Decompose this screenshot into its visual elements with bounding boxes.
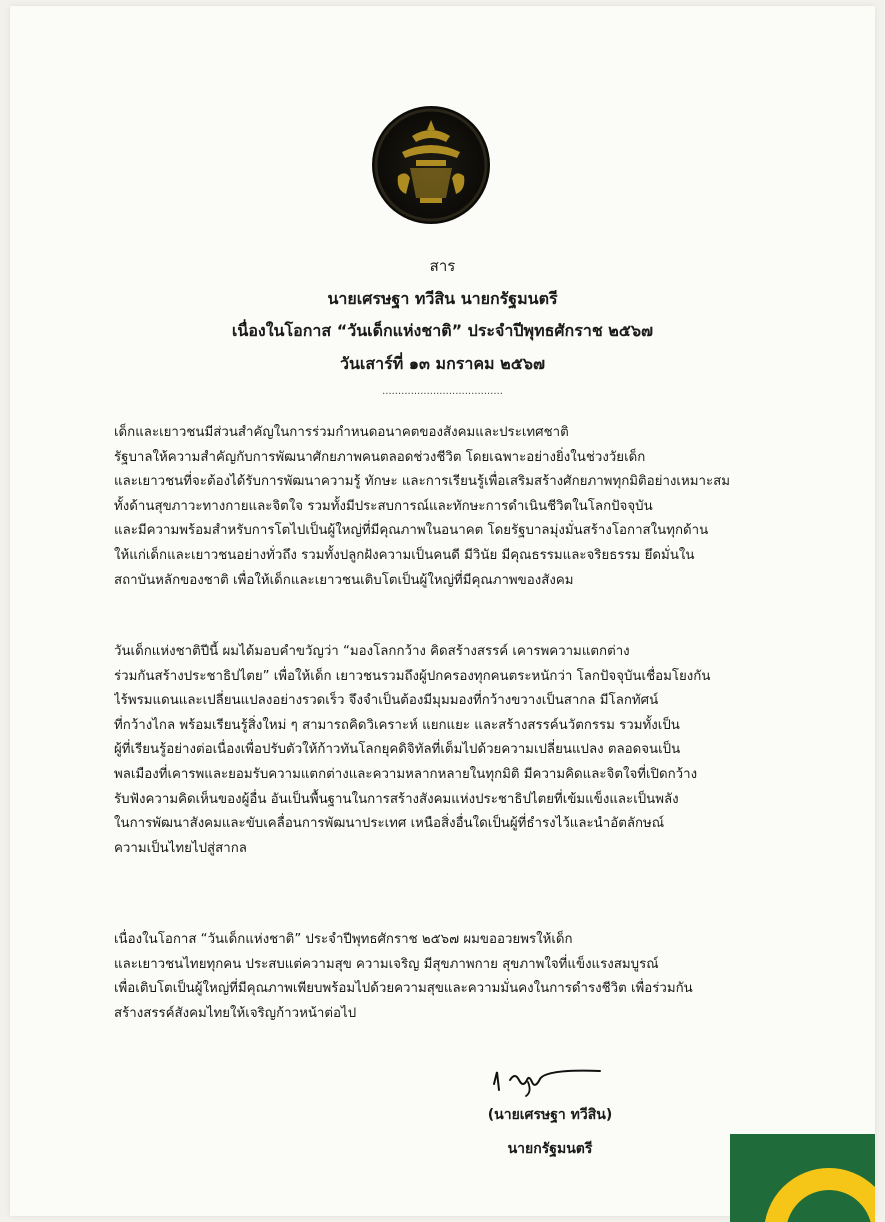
text-line: รัฐบาลให้ความสำคัญกับการพัฒนาศักยภาพคนตลอดช่วงชีวิต โดยเฉพาะอย่างยิ่งในช่วงวัยเด็ก xyxy=(114,449,646,465)
document-label: สาร xyxy=(429,257,456,275)
signature-name: (นายเศรษฐา ทวีสิน) xyxy=(487,1107,613,1123)
government-seal-emblem xyxy=(372,106,490,224)
text-line: ในการพัฒนาสังคมและขับเคลื่อนการพัฒนาประเทศ เหนือสิ่งอื่นใดเป็นผู้ที่ธำรงไว้และนำอัตลักษณ์ xyxy=(114,816,665,832)
text-line: ร่วมกันสร้างประชาธิปไตย” เพื่อให้เด็ก เยาวชนรวมถึงผู้ปกครองทุกคนตระหนักว่า โลกปัจจุบันเชื่อมโยงกัน xyxy=(114,668,711,684)
text-line: สร้างสรรค์สังคมไทยให้เจริญก้าวหน้าต่อไป xyxy=(114,1005,357,1021)
text-line: ให้แก่เด็กและเยาวชนอย่างทั่วถึง รวมทั้งปลูกฝังความเป็นคนดี มีวินัย มีคุณธรรมและจริยธรรม ยึดมั่นใน xyxy=(114,547,695,563)
text-line: ที่กว้างไกล พร้อมเรียนรู้สิ่งใหม่ ๆ สามารถคิดวิเคราะห์ แยกแยะ และสร้างสรรค์นวัตกรรม รวมทั้งเป็น xyxy=(114,717,680,733)
text-line: สถาบันหลักของชาติ เพื่อให้เด็กและเยาวชนเติบโตเป็นผู้ใหญ่ที่มีคุณภาพของสังคม xyxy=(114,572,574,588)
text-line: เด็กและเยาวชนมีส่วนสำคัญในการร่วมกำหนดอนาคตของสังคมและประเทศชาติ xyxy=(114,425,569,440)
signature-title: นายกรัฐมนตรี xyxy=(507,1141,593,1157)
text-line: รับฟังความคิดเห็นของผู้อื่น อันเป็นพื้นฐานในการสร้างสังคมแห่งประชาธิปไตยที่เข้มแข็งและเป็นพลัง xyxy=(114,791,679,807)
text-line: เนื่องในโอกาส “วันเด็กแห่งชาติ” ประจำปีพุทธศักราช ๒๕๖๗ ผมขออวยพรให้เด็ก xyxy=(114,932,573,947)
separator-dots: ...................................... xyxy=(382,386,503,397)
paragraph-1 xyxy=(114,421,774,593)
handwritten-signature xyxy=(488,1058,608,1098)
paragraph-3 xyxy=(114,928,774,1026)
author-line: นายเศรษฐา ทวีสิน นายกรัฐมนตรี xyxy=(327,289,558,308)
logo-ring xyxy=(764,1168,875,1222)
text-line: ความเป็นไทยไปสู่สากล xyxy=(114,840,247,856)
text-line: และเยาวชนไทยทุกคน ประสบแต่ความสุข ความเจริญ มีสุขภาพกาย สุขภาพใจที่แข็งแรงสมบูรณ์ xyxy=(114,956,659,972)
text-line: ไร้พรมแดนและเปลี่ยนแปลงอย่างรวดเร็ว จึงจำเป็นต้องมีมุมมองที่กว้างขวางเป็นสากล มีโลกทัศน์ xyxy=(114,693,659,709)
corner-logo xyxy=(730,1134,875,1222)
paragraph-2 xyxy=(114,640,774,861)
occasion-line: เนื่องในโอกาส “วันเด็กแห่งชาติ” ประจำปีพุทธศักราช ๒๕๖๗ xyxy=(231,321,654,340)
text-line: ทั้งด้านสุขภาวะทางกายและจิตใจ รวมทั้งมีประสบการณ์และทักษะการดำเนินชีวิตในโลกปัจจุบัน xyxy=(114,498,653,514)
text-line: พลเมืองที่เคารพและยอมรับความแตกต่างและความหลากหลายในทุกมิติ มีความคิดและจิตใจที่เปิดกว้าง xyxy=(114,766,698,782)
text-line: วันเด็กแห่งชาติปีนี้ ผมได้มอบคำขวัญว่า “มองโลกกว้าง คิดสร้างสรรค์ เคารพความแตกต่าง xyxy=(114,644,630,659)
text-line: และเยาวชนที่จะต้องได้รับการพัฒนาความรู้ ทักษะ และการเรียนรู้เพื่อเสริมสร้างศักยภาพทุกมิติอย่างเหมาะสม xyxy=(114,474,730,490)
date-line: วันเสาร์ที่ ๑๓ มกราคม ๒๕๖๗ xyxy=(340,354,545,373)
text-line: เพื่อเติบโตเป็นผู้ใหญ่ที่มีคุณภาพเพียบพร้อมไปด้วยความสุขและความมั่นคงในการดำรงชีวิต เพื่อร่วมกัน xyxy=(114,981,693,997)
text-line: และมีความพร้อมสำหรับการโตไปเป็นผู้ใหญ่ที่มีคุณภาพในอนาคต โดยรัฐบาลมุ่งมั่นสร้างโอกาสในทุกด้าน xyxy=(114,523,709,539)
text-line: ผู้ที่เรียนรู้อย่างต่อเนื่องเพื่อปรับตัวให้ก้าวทันโลกยุคดิจิทัลที่เต็มไปด้วยความเปลี่ยนแปลง ตลอดจนเป็น xyxy=(114,742,681,758)
